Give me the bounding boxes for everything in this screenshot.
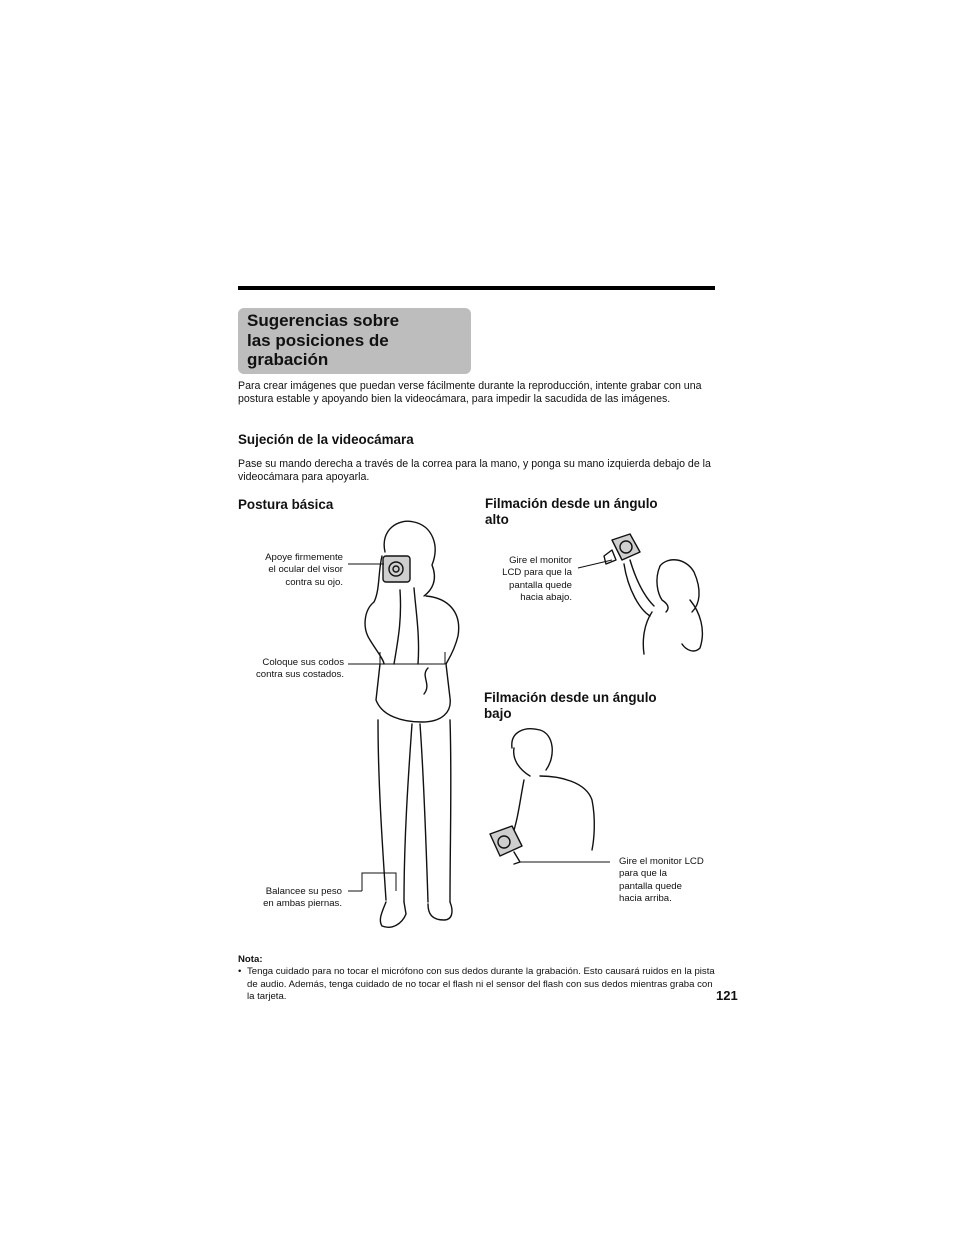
heading-line: Filmación desde un ángulo <box>485 496 658 511</box>
low-angle-person-illustration <box>490 729 594 864</box>
heading-line: alto <box>485 512 509 527</box>
high-angle-person-illustration <box>604 534 702 654</box>
holding-paragraph: Pase su mando derecha a través de la correa para la mano, y ponga su mano izquierda debajo de la videocámara para apoyarla. <box>238 458 711 483</box>
holding-heading: Sujeción de la videocámara <box>238 432 414 447</box>
caption-elbows: Coloque sus codos contra sus costados. <box>256 657 344 681</box>
note-text <box>238 966 717 1004</box>
heading-line: Filmación desde un ángulo <box>484 690 657 705</box>
heading-line: bajo <box>484 706 512 721</box>
standing-person-illustration <box>365 521 459 927</box>
title-line: Sugerencias sobre <box>247 311 400 330</box>
page-number: 121 <box>716 988 738 1003</box>
note-title: Nota: <box>238 954 263 965</box>
caption-high-angle: Gire el monitor LCD para que la pantalla quede hacia abajo. <box>502 555 572 604</box>
title-line: grabación <box>247 350 329 369</box>
caption-weight: Balancee su peso en ambas piernas. <box>263 886 342 910</box>
title-line: las posiciones de <box>247 330 389 350</box>
caption-eyepiece: Apoye firmemente el ocular del visor contra su ojo. <box>265 552 343 588</box>
basic-posture-heading: Postura básica <box>238 497 334 512</box>
caption-low-angle: Gire el monitor LCD para que la pantalla quede hacia arriba. <box>619 856 704 905</box>
intro-paragraph: Para crear imágenes que puedan verse fácilmente durante la reproducción, intente grabar con una postura estable y apoyando bien la videocámara, para impedir la sacudida de las imágenes. <box>238 380 702 405</box>
note-bullet: • <box>238 966 242 977</box>
note-body: Tenga cuidado para no tocar el micrófono con sus dedos durante la grabación. Esto causará ruidos en la pista de audio. Además, tenga cuidado de no tocar el flash ni el sensor del flash con sus dedos mientras graba con la tarjeta. <box>247 966 715 1003</box>
